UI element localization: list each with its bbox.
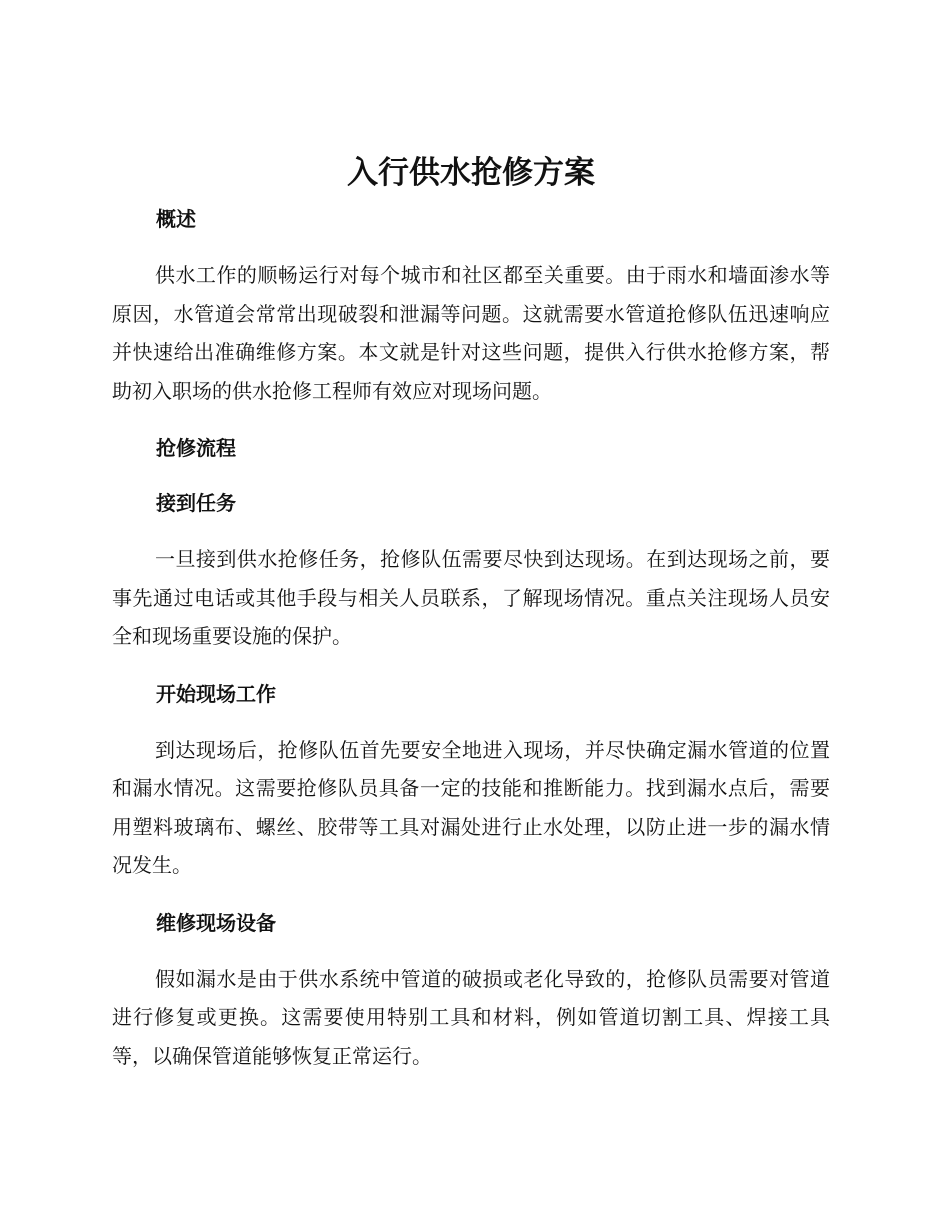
section-paragraph-start-onsite-work: 到达现场后，抢修队伍首先要安全地进入现场，并尽快确定漏水管道的位置和漏水情况。这需要抢修队员具备一定的技能和推断能力。找到漏水点后，需要用塑料玻璃布、螺丝、胶带等工具对漏处进行止水处理，以防止进一步的漏水情况发生。 [112, 737, 830, 877]
document-page [112, 150, 830, 1075]
section-heading-repair-equipment: 维修现场设备 [156, 910, 276, 935]
section-paragraph-repair-equipment: 假如漏水是由于供水系统中管道的破损或老化导致的，抢修队员需要对管道进行修复或更换。这需要使用特别工具和材料，例如管道切割工具、焊接工具等，以确保管道能够恢复正常运行。 [112, 966, 830, 1068]
section-heading-receive-task: 接到任务 [156, 491, 236, 515]
section-paragraph-overview: 供水工作的顺畅运行对每个城市和社区都至关重要。由于雨水和墙面渗水等原因，水管道会常常出现破裂和泄漏等问题。这就需要水管道抢修队伍迅速响应并快速给出准确维修方案。本文就是针对这些问题，提供入行供水抢修方案，帮助初入职场的供水抢修工程师有效应对现场问题。 [112, 263, 830, 403]
section-paragraph-receive-task: 一旦接到供水抢修任务，抢修队伍需要尽快到达现场。在到达现场之前，要事先通过电话或其他手段与相关人员联系，了解现场情况。重点关注现场人员安全和现场重要设施的保护。 [112, 547, 830, 648]
section-heading-repair-process: 抢修流程 [156, 436, 236, 460]
section-heading-start-onsite-work: 开始现场工作 [156, 681, 276, 706]
document-title: 入行供水抢修方案 [347, 155, 595, 191]
section-heading-overview: 概述 [156, 207, 196, 231]
